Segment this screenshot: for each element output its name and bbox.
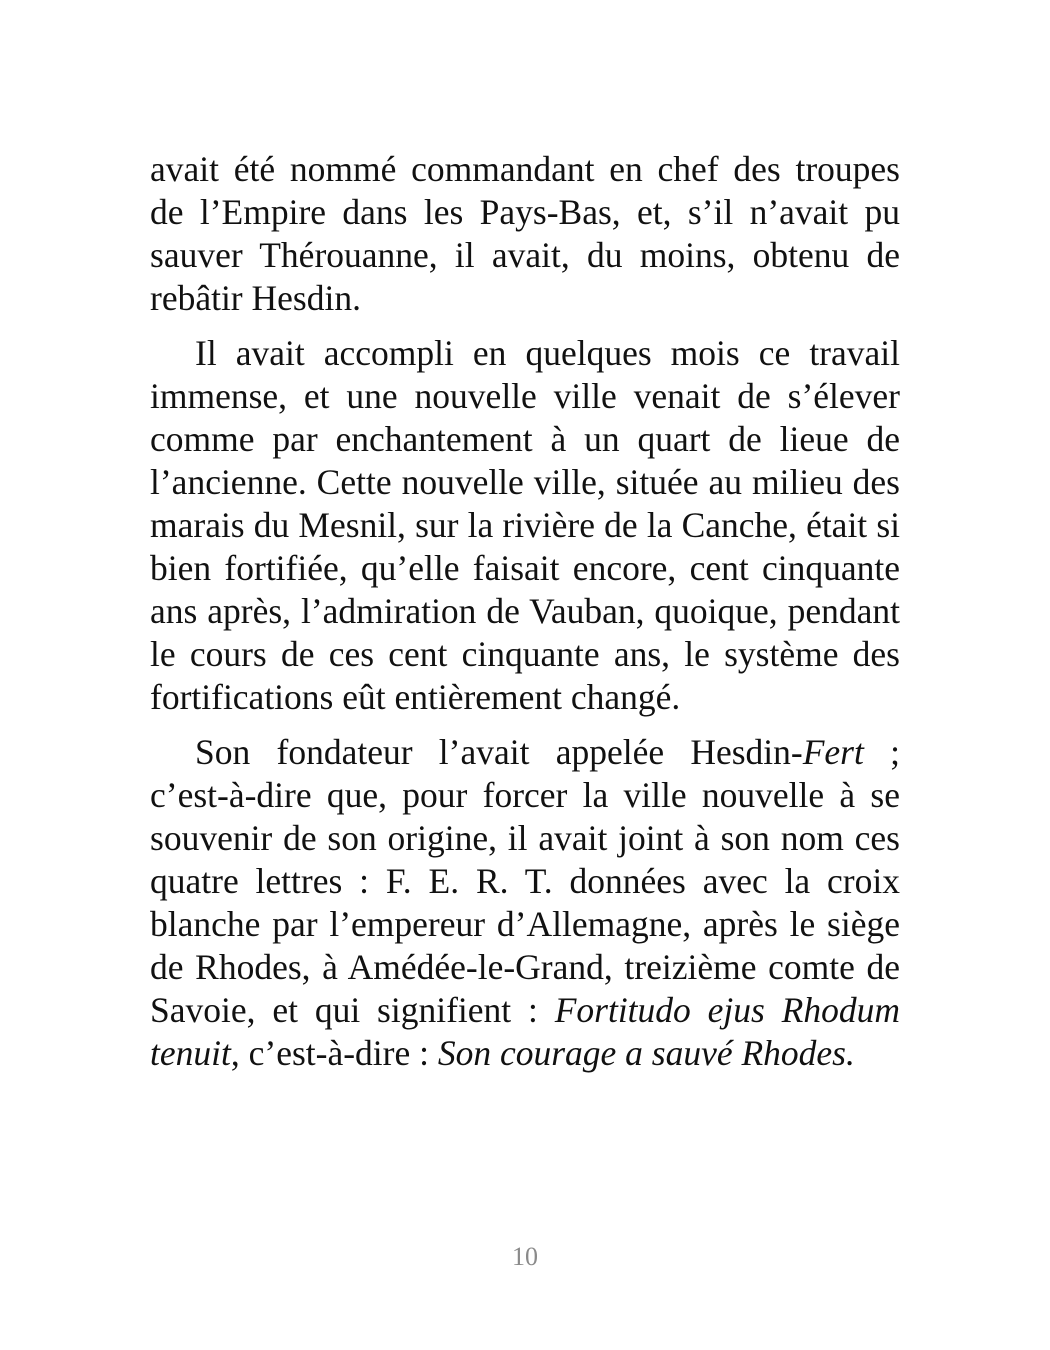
paragraph-3-italic-fert: Fert	[802, 732, 864, 772]
paragraph-3	[150, 731, 900, 1075]
paragraph-3-italic-latin-motto: Fortitudo ejus Rhodum tenuit	[150, 990, 900, 1073]
paragraph-2	[150, 332, 900, 719]
paragraph-3-italic-translation: Son courage a sauvé Rhodes.	[437, 1033, 855, 1073]
paragraph-1-text: avait été nommé commandant en chef des troupes de l’Empire dans les Pays-Bas, et, s’il n’avait pu sauver Thérouanne, il avait, du moins, obtenu de rebâtir Hesdin.	[150, 149, 900, 318]
paragraph-2-text: Il avait accompli en quelques mois ce travail immense, et une nouvelle ville venait de s’élever comme par enchantement à un quart de lieue de l’ancienne. Cette nouvelle ville, située au milieu des marais du Mesnil, sur la rivière de la Canche, était si bien fortifiée, qu’elle faisait encore, cent cinquante ans après, l’admiration de Vauban, quoique, pendant le cours de ces cent cinquante ans, le système des fortifications eût entièrement changé.	[150, 333, 900, 717]
paragraph-3-run-1: Son fondateur l’avait appelée Hesdin-	[195, 732, 803, 772]
paragraph-3-run-3: ; c’est-à-dire que, pour forcer la ville nouvelle à se souvenir de son origine, il avait joint à son nom ces quatre lettres : F. E. R. T. données avec la croix blanche par l’empereur d’Allemagne, après le siège de Rhodes, à Amédée-le-Grand, treizième comte de Savoie, et qui signifient :	[150, 732, 900, 1030]
paragraph-1	[150, 148, 900, 320]
body-text	[150, 148, 900, 1087]
page-number: 10	[512, 1242, 538, 1271]
paragraph-3-run-5: , c’est-à-dire :	[230, 1033, 438, 1073]
